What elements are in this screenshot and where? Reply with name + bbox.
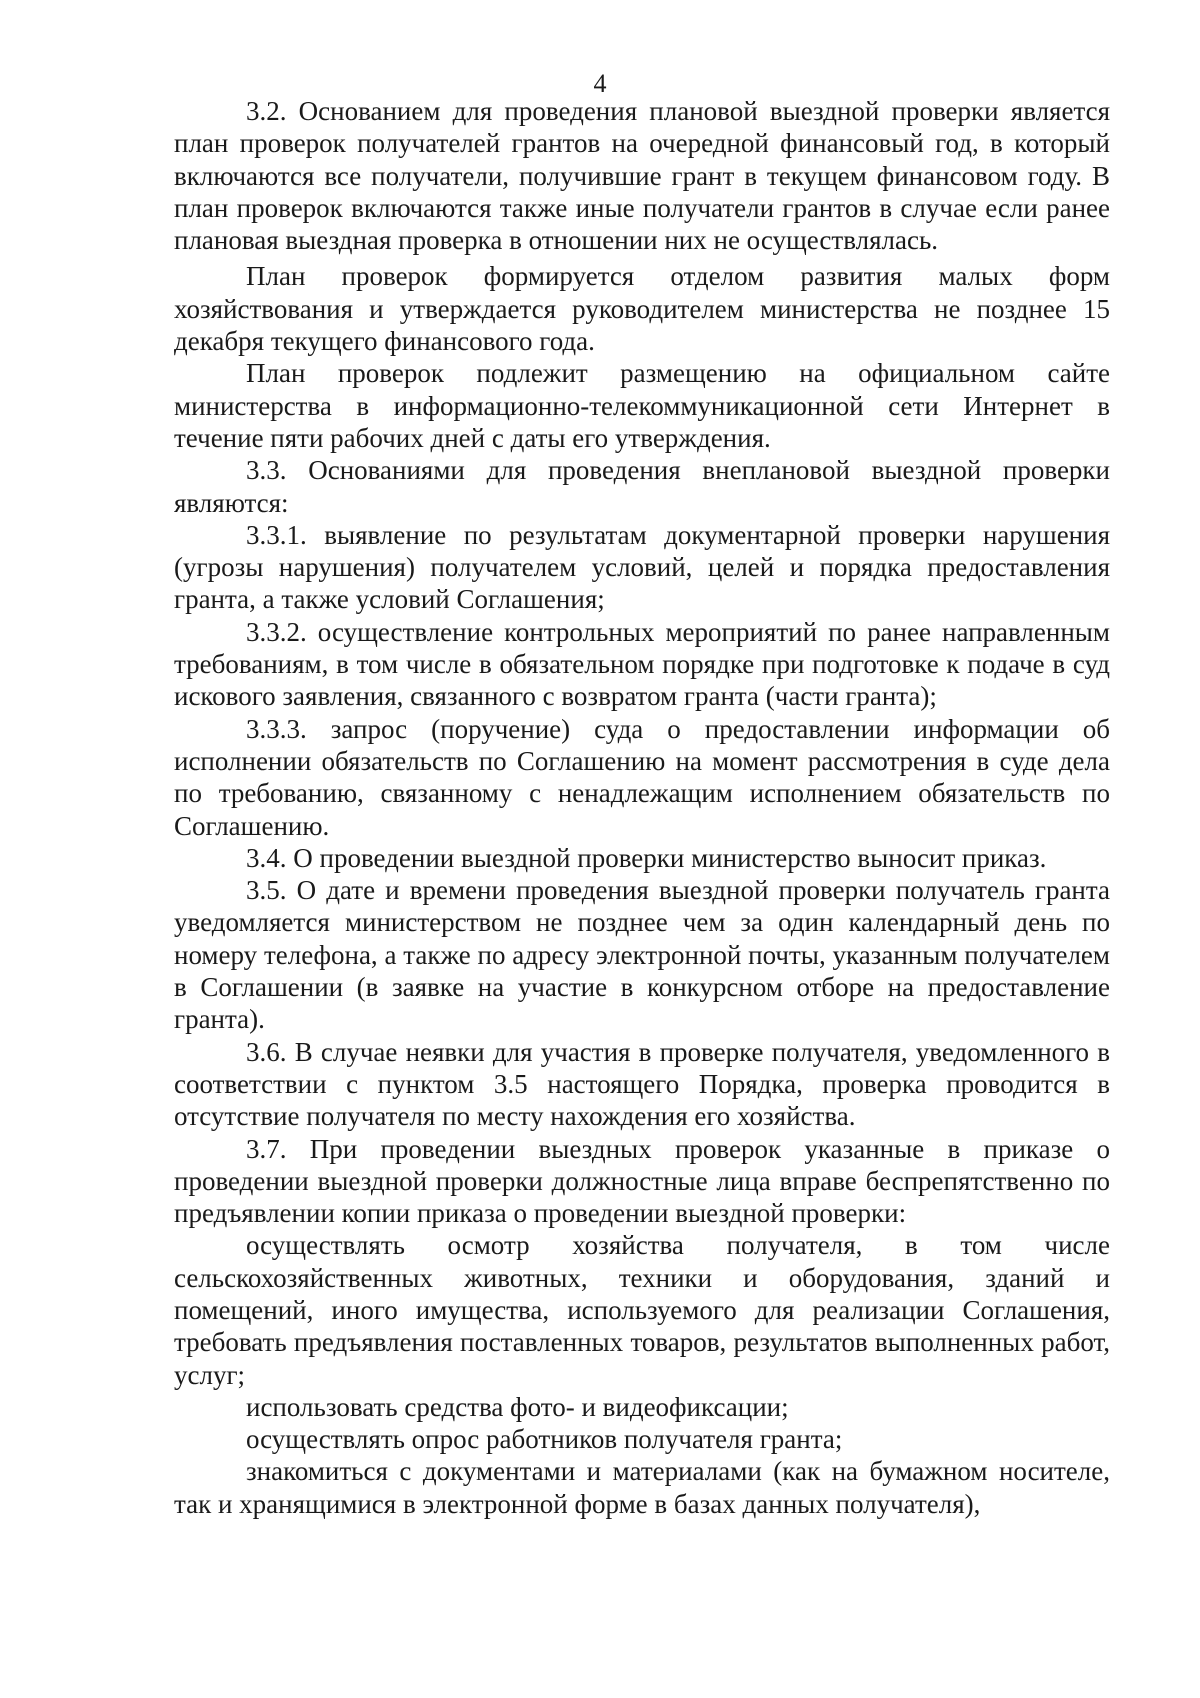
paragraph-3-5: 3.5. О дате и времени проведения выездной проверки получатель гранта уведомляется министерством не позднее чем за один календарный день по номеру телефона, а также по адресу электронной почты, указанным получателем в Соглашении (в заявке на участие в конкурсном отборе на предоставление гранта).	[174, 875, 1110, 1035]
document-body	[174, 95, 1110, 1520]
paragraph-interview-right: осуществлять опрос работников получателя гранта;	[246, 1424, 843, 1455]
paragraph-3-3: 3.3. Основаниями для проведения внеплановой выездной проверки являются:	[174, 455, 1110, 518]
paragraph-3-4: 3.4. О проведении выездной проверки министерство выносит приказ.	[246, 842, 1047, 873]
paragraph-inspection-right: осуществлять осмотр хозяйства получателя, в том числе сельскохозяйственных животных, техники и оборудования, зданий и помещений, иного имущества, используемого для реализации Соглашения, требовать предъявления поставленных товаров, результатов выполненных работ, услуг;	[174, 1230, 1110, 1390]
paragraph-3-6: 3.6. В случае неявки для участия в проверке получателя, уведомленного в соответствии с пунктом 3.5 настоящего Порядка, проверка проводится в отсутствие получателя по месту нахождения его хозяйства.	[174, 1036, 1110, 1132]
paragraph-3-2: 3.2. Основанием для проведения плановой выездной проверки является план проверок получателей грантов на очередной финансовый год, в который включаются все получатели, получившие грант в текущем финансовом году. В план проверок включаются также иные получатели грантов в случае если ранее плановая выездная проверка в отношении них не осуществлялась.	[174, 96, 1110, 256]
paragraph-3-3-1: 3.3.1. выявление по результатам документарной проверки нарушения (угрозы нарушения) получателем условий, целей и порядка предоставления гранта, а также условий Соглашения;	[174, 519, 1110, 615]
page-number: 4	[593, 69, 607, 98]
paragraph-photo-video-right: использовать средства фото- и видеофиксации;	[246, 1391, 789, 1422]
paragraph-documents-right: знакомиться с документами и материалами (как на бумажном носителе, так и хранящимися в электронной форме в базах данных получателя),	[174, 1456, 1110, 1519]
paragraph-3-7: 3.7. При проведении выездных проверок указанные в приказе о проведении выездной проверки должностные лица вправе беспрепятственно по предъявлении копии приказа о проведении выездной проверки:	[174, 1133, 1110, 1229]
paragraph-plan-publication: План проверок подлежит размещению на официальном сайте министерства в информационно-телекоммуникационной сети Интернет в течение пяти рабочих дней с даты его утверждения.	[174, 358, 1110, 453]
paragraph-plan-formation: План проверок формируется отделом развития малых форм хозяйствования и утверждается руководителем министерства не позднее 15 декабря текущего финансового года.	[174, 261, 1110, 357]
paragraph-3-3-3: 3.3.3. запрос (поручение) суда о предоставлении информации об исполнении обязательств по Соглашению на момент рассмотрения в суде дела по требованию, связанному с ненадлежащим исполнением обязательств по Соглашению.	[174, 713, 1110, 841]
paragraph-3-3-2: 3.3.2. осуществление контрольных мероприятий по ранее направленным требованиям, в том числе в обязательном порядке при подготовке к подаче в суд искового заявления, связанного с возвратом гранта (части гранта);	[174, 616, 1110, 712]
